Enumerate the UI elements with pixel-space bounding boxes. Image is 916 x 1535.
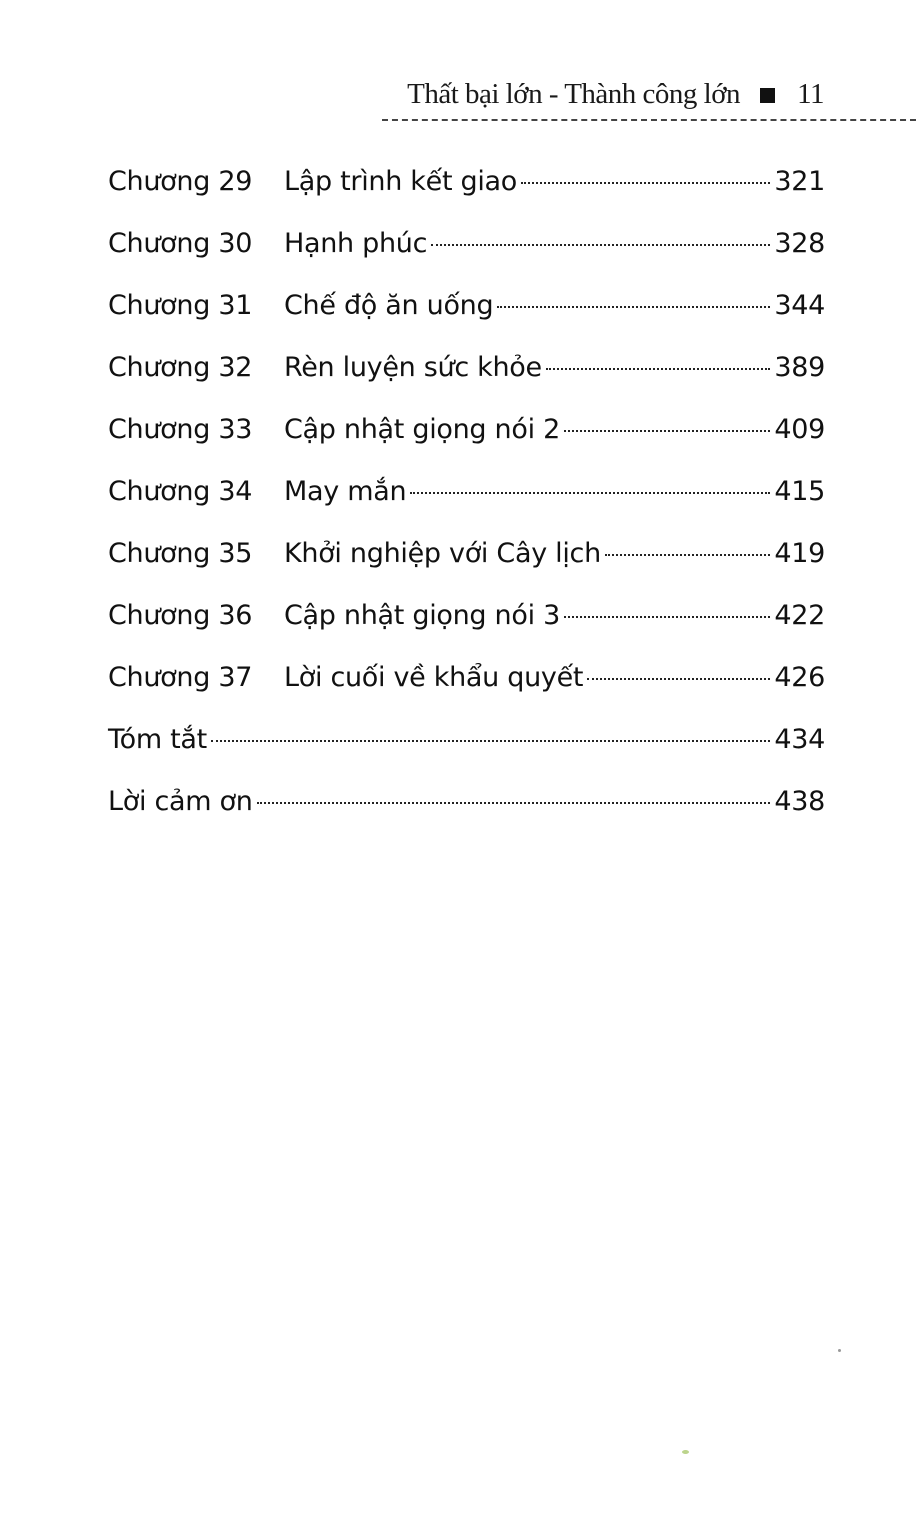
- toc-entry-chapter-37[interactable]: [108, 662, 825, 724]
- chapter-number: Chương 31: [108, 290, 253, 321]
- chapter-title: Lời cuối về khẩu quyết: [284, 662, 584, 693]
- dot-leader: [257, 802, 771, 804]
- section-page: 434: [774, 724, 825, 755]
- chapter-title: Lập trình kết giao: [284, 166, 518, 197]
- square-bullet-icon: [760, 88, 775, 103]
- dot-leader: [211, 740, 770, 742]
- chapter-page: 426: [774, 662, 825, 693]
- chapter-page: 389: [774, 352, 825, 383]
- dot-leader: [521, 182, 770, 184]
- paper-speck: [838, 1349, 841, 1352]
- chapter-title: Chế độ ăn uống: [284, 290, 494, 321]
- chapter-number: Chương 35: [108, 538, 253, 569]
- chapter-page: 344: [774, 290, 825, 321]
- dot-leader: [497, 306, 770, 308]
- page-number: 11: [797, 78, 824, 110]
- dot-leader: [564, 430, 770, 432]
- chapter-title: Rèn luyện sức khỏe: [284, 352, 542, 383]
- toc-entry-summary[interactable]: [108, 724, 825, 786]
- dot-leader: [564, 616, 770, 618]
- table-of-contents: [108, 166, 825, 848]
- dot-leader: [587, 678, 770, 680]
- chapter-number: Chương 33: [108, 414, 253, 445]
- chapter-page: 409: [774, 414, 825, 445]
- chapter-title: Cập nhật giọng nói 2: [284, 414, 560, 445]
- toc-entry-chapter-29[interactable]: [108, 166, 825, 228]
- section-page: 438: [774, 786, 825, 817]
- dot-leader: [431, 244, 770, 246]
- dot-leader: [410, 492, 770, 494]
- chapter-page: 415: [774, 476, 825, 507]
- chapter-number: Chương 34: [108, 476, 253, 507]
- toc-entry-chapter-31[interactable]: [108, 290, 825, 352]
- toc-entry-acknowledgements[interactable]: [108, 786, 825, 848]
- chapter-page: 321: [774, 166, 825, 197]
- paper-speck: [682, 1450, 689, 1454]
- chapter-title: Hạnh phúc: [284, 228, 428, 259]
- chapter-page: 422: [774, 600, 825, 631]
- dot-leader: [605, 554, 770, 556]
- chapter-number: Chương 30: [108, 228, 253, 259]
- chapter-number: Chương 37: [108, 662, 253, 693]
- chapter-page: 328: [774, 228, 825, 259]
- toc-entry-chapter-34[interactable]: [108, 476, 825, 538]
- book-title: Thất bại lớn - Thành công lớn: [407, 78, 741, 110]
- running-header: [407, 78, 824, 111]
- section-title: Tóm tắt: [108, 724, 207, 755]
- dot-leader: [546, 368, 771, 370]
- chapter-number: Chương 29: [108, 166, 253, 197]
- chapter-number: Chương 36: [108, 600, 253, 631]
- toc-entry-chapter-36[interactable]: [108, 600, 825, 662]
- toc-entry-chapter-30[interactable]: [108, 228, 825, 290]
- chapter-number: Chương 32: [108, 352, 253, 383]
- chapter-page: 419: [774, 538, 825, 569]
- chapter-title: May mắn: [284, 476, 407, 507]
- header-dashed-rule: [382, 119, 916, 121]
- chapter-title: Khởi nghiệp với Cây lịch: [284, 538, 601, 569]
- toc-entry-chapter-33[interactable]: [108, 414, 825, 476]
- toc-entry-chapter-32[interactable]: [108, 352, 825, 414]
- toc-entry-chapter-35[interactable]: [108, 538, 825, 600]
- section-title: Lời cảm ơn: [108, 786, 253, 817]
- chapter-title: Cập nhật giọng nói 3: [284, 600, 560, 631]
